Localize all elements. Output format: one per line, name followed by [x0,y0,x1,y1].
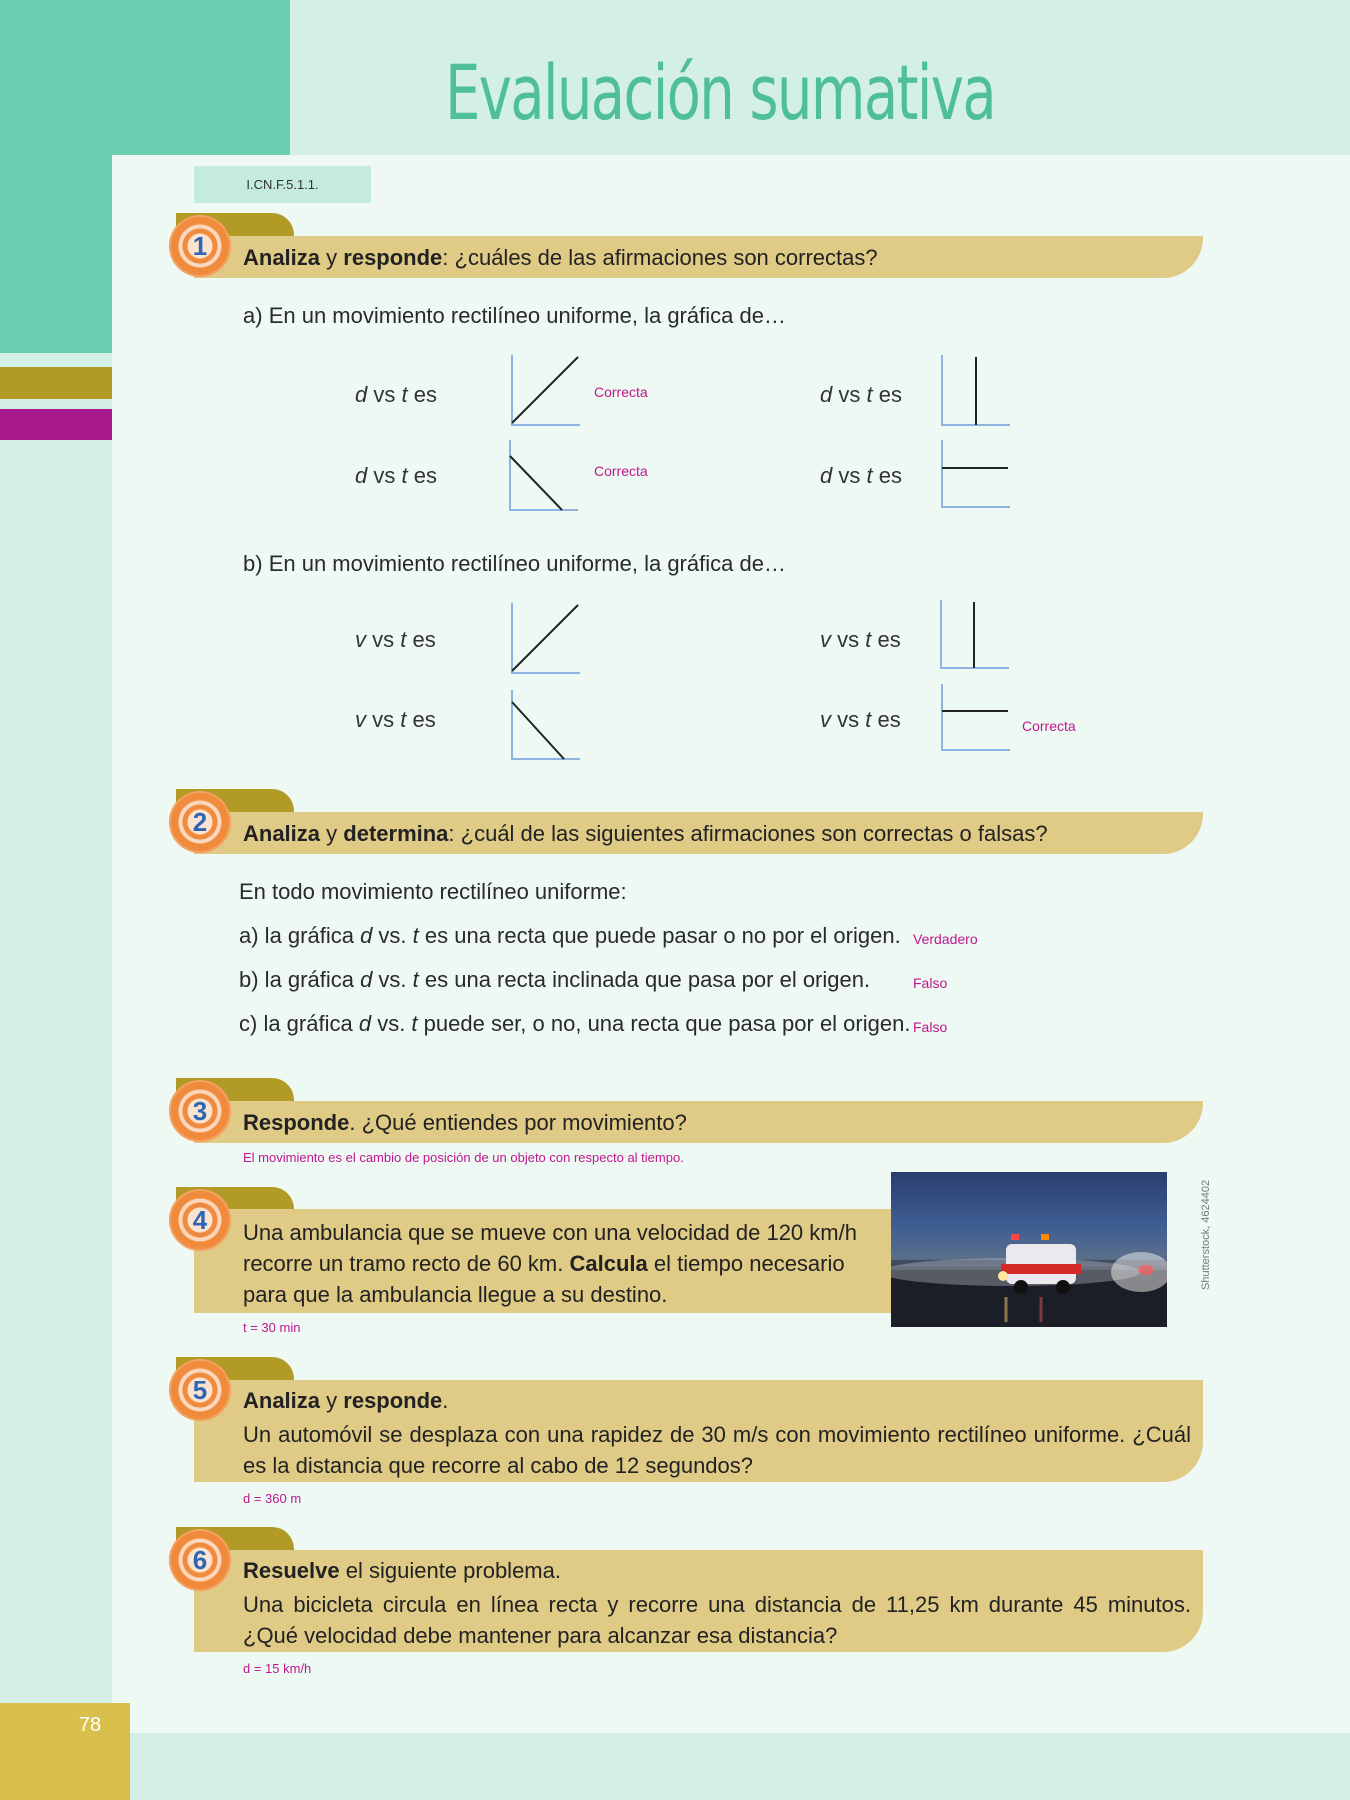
q2-answer-a: Verdadero [913,931,978,947]
q1b-statement: b) En un movimiento rectilíneo uniforme, la gráfica de… [243,551,786,576]
olive-stripe [0,367,112,399]
q1a-label-4: d vs t es [820,463,902,488]
q5-answer: d = 360 m [243,1491,302,1506]
graph-vertical-line [939,600,1011,672]
q1b-label-4: v vs t es [820,707,901,732]
graph-rising-line [510,355,582,427]
q1b-label-2: v vs t es [820,627,901,652]
q6-problem: Una bicicleta circula en línea recta y recorre una distancia de 11,25 km durante 45 minutos. ¿Qué velocidad debe mantener para alcanzar esa distancia? [243,1592,1191,1648]
q2-item-c: c) la gráfica d vs. t puede ser, o no, una recta que pasa por el origen. [239,1011,911,1036]
bottom-band [0,1733,1350,1800]
q1a-label-1: d vs t es [355,382,437,407]
q2-heading: Analiza y determina: ¿cuál de las siguientes afirmaciones son correctas o falsas? [243,821,1048,846]
graph-falling-line [508,440,580,512]
q1-heading: Analiza y responde: ¿cuáles de las afirmaciones son correctas? [243,245,878,270]
graph-vertical-line [940,355,1012,427]
q1b-label-1: v vs t es [355,627,436,652]
q1b-answer-4: Correcta [1022,718,1076,734]
q1a-statement: a) En un movimiento rectilíneo uniforme, la gráfica de… [243,303,786,328]
q1-number-badge: 1 [169,215,231,277]
q5-number-badge: 5 [169,1359,231,1421]
page-number: 78 [78,1714,102,1736]
q5-heading: Analiza y responde. [243,1388,449,1413]
q3-heading: Responde. ¿Qué entiendes por movimiento? [243,1110,687,1135]
graph-rising-line [510,603,582,675]
q6-number-badge: 6 [169,1529,231,1591]
q1a-answer-1: Correcta [594,384,648,400]
q6-heading: Resuelve el siguiente problema. [243,1558,561,1583]
photo-credit: Shutterstock, 4624402 [1200,1179,1212,1290]
ambulance-photo [891,1172,1167,1327]
q2-number-badge: 2 [169,791,231,853]
indicator-code: I.CN.F.5.1.1. [194,166,371,203]
magenta-stripe [0,409,112,440]
q1b-label-3: v vs t es [355,707,436,732]
q2-answer-b: Falso [913,975,948,991]
q2-item-b: b) la gráfica d vs. t es una recta inclinada que pasa por el origen. [239,967,871,992]
q4-problem: Una ambulancia que se mueve con una velocidad de 120 km/h recorre un tramo recto de 60 km. Calcula el tiempo necesario para que la ambulancia llegue a su destino. [243,1220,857,1307]
page-title: Evaluación sumativa [444,48,996,137]
q6-answer: d = 15 km/h [243,1661,312,1676]
q5-problem: Un automóvil se desplaza con una rapidez de 30 m/s con movimiento rectilíneo uniforme. ¿Cuál es la distancia que recorre al cabo de 12 segundos? [243,1422,1191,1478]
q3-number-badge: 3 [169,1080,231,1142]
q4-answer: t = 30 min [243,1320,301,1335]
q1a-label-2: d vs t es [820,382,902,407]
graph-falling-line [510,690,582,762]
q2-item-a: a) la gráfica d vs. t es una recta que puede pasar o no por el origen. [239,923,901,948]
q3-answer: El movimiento es el cambio de posición de un objeto con respecto al tiempo. [243,1150,684,1165]
q2-intro: En todo movimiento rectilíneo uniforme: [239,879,627,904]
q1a-label-3: d vs t es [355,463,437,488]
graph-horizontal-line [940,684,1012,756]
q1a-answer-2: Correcta [594,463,648,479]
q4-number-badge: 4 [169,1189,231,1251]
graph-horizontal-line [940,440,1012,512]
q2-answer-c: Falso [913,1019,948,1035]
